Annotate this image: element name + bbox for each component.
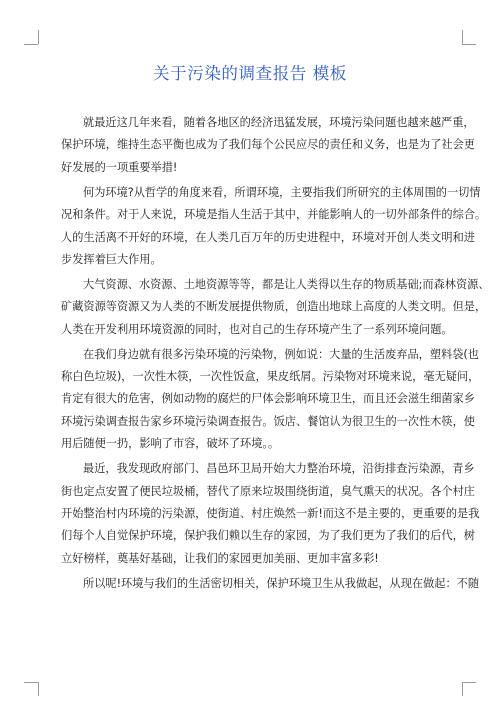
- paragraph-line: 立好榜样，奠基好基础，让我们的家园更加美丽、更加丰富多彩!: [61, 551, 379, 565]
- document-body: [61, 112, 490, 598]
- paragraph-line: 环境污染调查报告家乡环境污染调查报告。饭店、餐馆认为很卫生的一次性木筷，使: [61, 414, 475, 428]
- paragraph-line: 开始整治村内环境的污染源，使街道、村庄焕然一新!而这不是主要的，更重要的是我: [61, 507, 480, 521]
- paragraph-line: 称白色垃圾)，一次性木筷，一次性饭盒，果皮纸屑。污染物对环境来说，毫无疑问，: [61, 370, 480, 384]
- paragraph-line: 人的生活离不开好的环境，在人类几百万年的历史进程中，环境对开创人类文明和进: [61, 230, 475, 244]
- paragraph: [61, 274, 490, 341]
- paragraph: [61, 458, 480, 570]
- paragraph-line: 肯定有很大的危害，例如动物的腐烂的尸体会影响环境卫生，而且还会滋生细菌家乡: [61, 392, 475, 406]
- paragraph-line: 们每个人自觉保护环境，保护我们赖以生存的家园，为了我们更为了我们的后代，树: [61, 529, 475, 543]
- paragraph-line: 保护环境，维持生态平衡也成为了我们每个公民应尽的责任和义务，也是为了社会更: [61, 138, 475, 152]
- paragraph-line: 人类在开发利用环境资源的同时，也对自己的生存环境产生了一系列环境问题。: [61, 322, 453, 336]
- paragraph: [61, 344, 480, 456]
- paragraph-line: 用后随便一扔，影响了市容，破坏了环境。。: [61, 437, 280, 451]
- paragraph: [61, 573, 480, 595]
- paragraph-line: 所以呢!环境与我们的生活密切相关，保护环境卫生从我做起，从现在做起：不随: [83, 576, 480, 590]
- paragraph-line: 最近，我发现政府部门、昌邑环卫局开始大力整治环境，沿街排查污染源，青乡: [83, 462, 475, 476]
- paragraph-line: 何为环境?从哲学的角度来看，所谓环境，主要指我们所研究的主体周围的一切情: [83, 185, 481, 199]
- paragraph-line: 步发挥着巨大作用。: [61, 252, 162, 266]
- paragraph-line: 况和条件。对于人来说，环境是指人生活于其中，并能影响人的一切外部条件的综合。: [61, 208, 487, 222]
- paragraph-line: 大气资源、水资源、土地资源等等，都是让人类得以生存的物质基础;而森林资源、: [83, 277, 490, 291]
- paragraph-line: 就最近这几年来看，随着各地区的经济迅猛发展，环境污染问题也越来越严重，: [83, 116, 475, 129]
- paragraph-line: 好发展的一项重要举措!: [61, 160, 178, 174]
- document-title: 关于污染的调查报告 模板: [153, 64, 347, 83]
- paragraph-line: 矿藏资源等资源又为人类的不断发展提供物质，创造出地球上高度的人类文明。但是，: [61, 300, 487, 314]
- paragraph-line: 在我们身边就有很多污染环境的污染物，例如说：大量的生活废弃品，塑料袋(也: [83, 347, 479, 361]
- paragraph: [61, 182, 487, 272]
- paragraph-line: 街也定点安置了便民垃圾桶，替代了原来垃圾围绕街道，臭气熏天的状况。各个村庄: [61, 484, 475, 498]
- paragraph: [61, 112, 475, 179]
